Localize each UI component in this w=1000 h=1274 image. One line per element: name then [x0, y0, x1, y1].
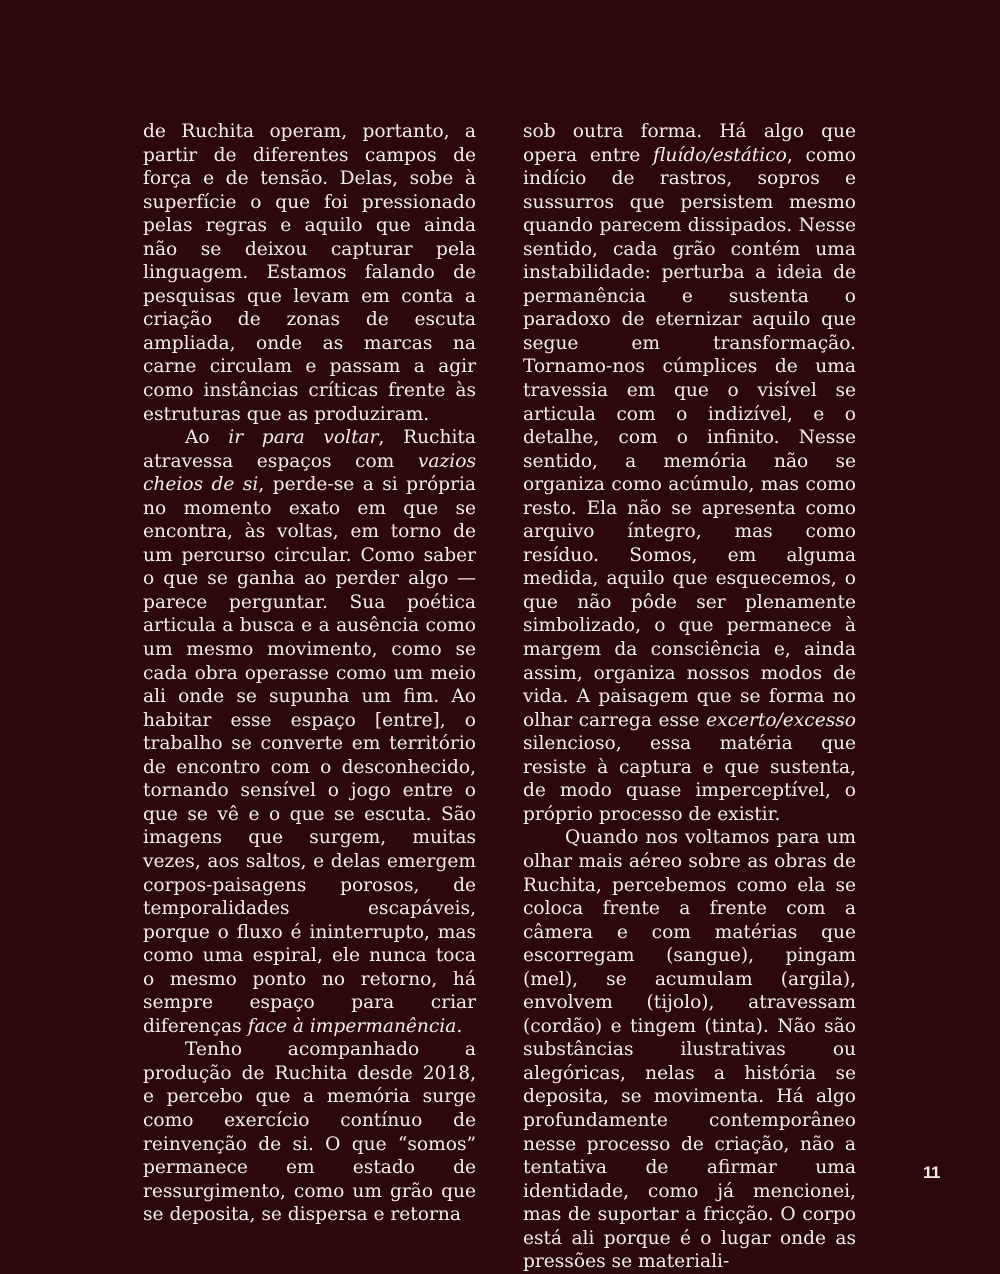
paragraph-2: [143, 426, 476, 1038]
right-text-column: [523, 120, 856, 1274]
text-run: Ao: [185, 427, 229, 449]
text-run: sob outra forma. Há algo que opera entre: [523, 121, 856, 166]
paragraph-3: Tenho acompanhado a produção de Ruchita desde 2018, e percebo que a memória surge como exercício contínuo de reinvenção de si. O que “somos” permanece em estado de ressurgimento, como um grão que se deposita, se dispersa e retorna: [143, 1039, 476, 1226]
text-run: .: [456, 1015, 463, 1037]
italic-phrase: vazios cheios de si: [143, 450, 476, 496]
italic-phrase: ir para voltar: [228, 427, 379, 449]
paragraph-5: Quando nos voltamos para um olhar mais aéreo sobre as obras de Ruchita, percebemos como ela se coloca frente a frente com a câmera e com matérias que escorregam (sangue), pingam (mel), se acumulam (argila), envolvem (tijolo), atravessam (cordão) e tingem (tinta). Não são substâncias ilustrativas ou alegóricas, nelas a história se deposita, se movimenta. Há algo profundamente contemporâneo nesse processo de criação, não a tentativa de afirmar uma identidade, como já mencionei, mas de suportar a fricção. O corpo está ali porque é o lugar onde as pressões se materiali-: [523, 827, 856, 1273]
italic-phrase: excerto/excesso: [706, 709, 856, 731]
text-run: silencioso, essa matéria que resiste à captura e que sustenta, de modo quase imperceptível, o próprio processo de existir.: [523, 733, 856, 825]
italic-phrase: face à impermanência: [247, 1015, 457, 1037]
text-run: , perde-se a si própria no momento exato em que se encontra, às voltas, em torno de um percurso circular. Como saber o que se ganha ao perder algo — parece perguntar. Sua poética articula a busca e a ausência como um mesmo movimento, como se cada obra operasse como um meio ali onde se supunha um fim. Ao habitar esse espaço [entre], o trabalho se converte em território de encontro com o desconhecido, tornando sensível o jogo entre o que se vê e o que se escuta. São imagens que surgem, muitas vezes, aos saltos, e delas emergem corpos-paisagens porosos, de temporalidades escapáveis, porque o fluxo é ininterrupto, mas como uma espiral, ele nunca toca o mesmo ponto no retorno, há sempre espaço para criar diferenças: [143, 474, 476, 1037]
paragraph-4: [523, 120, 856, 826]
paragraph-1: de Ruchita operam, portanto, a partir de diferentes campos de força e de tensão. Delas, sobe à superfície o que foi pressionado pelas regras e aquilo que ainda não se deixou capturar pela linguagem. Estamos falando de pesquisas que levam em conta a criação de zonas de escuta ampliada, onde as marcas na carne circulam e passam a agir como instâncias críticas frente às estruturas que as produziram.: [143, 121, 476, 425]
text-run: , como indício de rastros, sopros e sussurros que persistem mesmo quando parecem dissipados. Nesse sentido, cada grão contém uma instabilidade: perturba a ideia de permanência e sustenta o paradoxo de eternizar aquilo que segue em transformação. Tornamo-nos cúmplices de uma travessia em que o visível se articula com o indizível, e o detalhe, com o infinito. Nesse sentido, a memória não se organiza como acúmulo, mas como resto. Ela não se apresenta como arquivo íntegro, mas como resíduo. Somos, em alguma medida, aquilo que esquecemos, o que não pôde ser plenamente simbolizado, o que permanece à margem da consciência e, ainda assim, organiza nossos modos de vida. A paisagem que se forma no olhar carrega esse: [523, 144, 856, 731]
left-text-column: [143, 120, 476, 1227]
italic-phrase: fluído/estático: [653, 144, 787, 166]
page-number: 11: [923, 1163, 940, 1182]
text-run: , Ruchita atravessa espaços com: [143, 427, 476, 472]
